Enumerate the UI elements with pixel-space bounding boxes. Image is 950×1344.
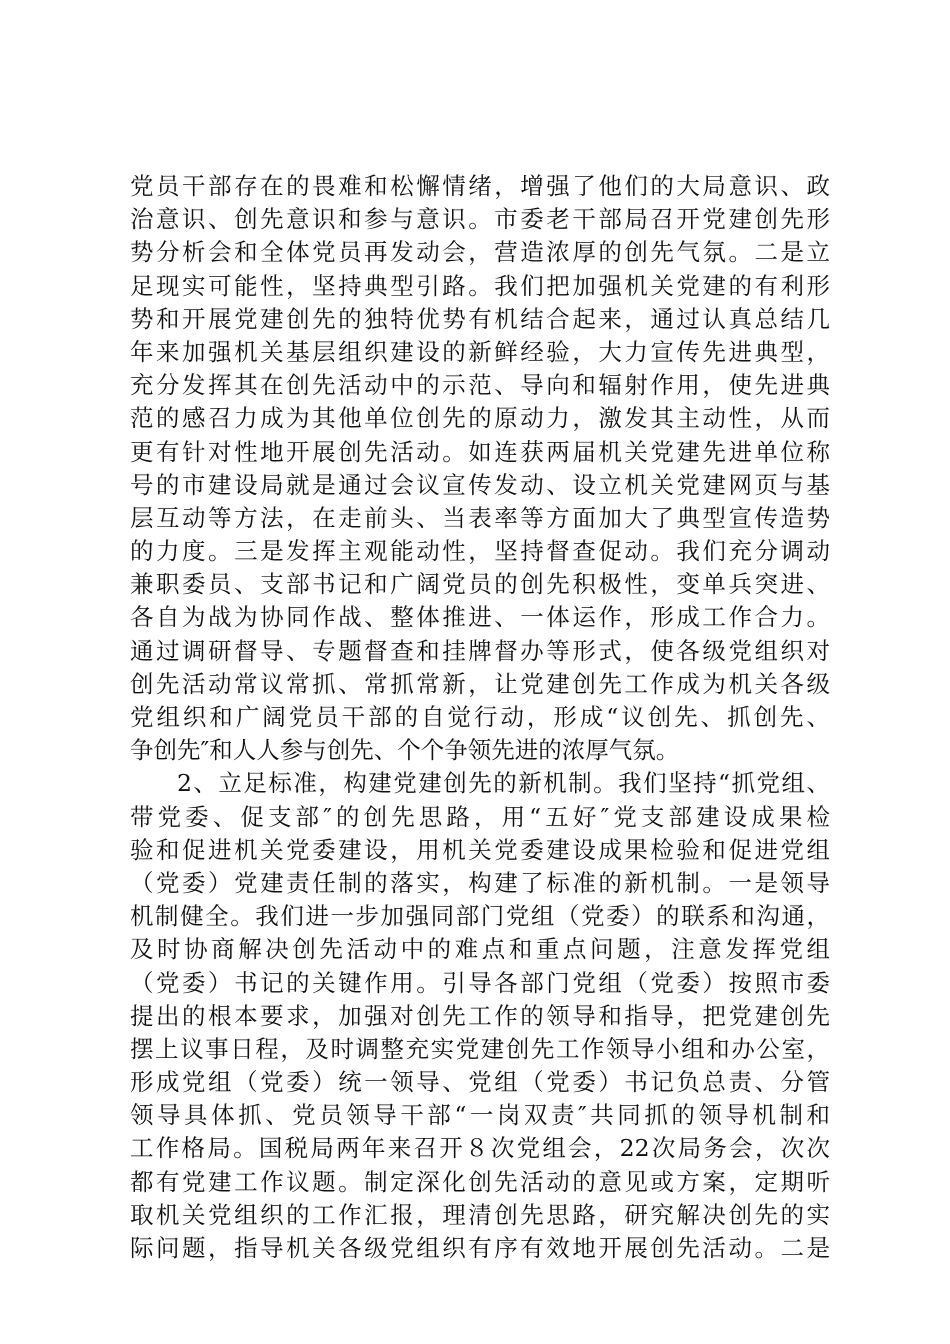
text-line: 足现实可能性，坚持典型引路。我们把加强机关党建的有利形 xyxy=(130,271,830,300)
text-line: 更有针对性地开展创先活动。如连获两届机关党建先进单位称 xyxy=(130,437,830,466)
text-line: 党组织和广阔党员干部的自觉行动，形成“议创先、抓创先、 xyxy=(130,703,830,731)
text-line: 各自为战为协同作战、整体推进、一体运作，形成工作合力。 xyxy=(130,603,830,632)
text-line: 提出的根本要求，加强对创先工作的领导和指导，把党建创先 xyxy=(130,1001,830,1030)
text-line: （党委）书记的关键作用。引导各部门党组（党委）按照市委 xyxy=(130,968,830,997)
text-line: 范的感召力成为其他单位创先的原动力，激发其主动性，从而 xyxy=(130,404,830,433)
text-line: 充分发挥其在创先活动中的示范、导向和辐射作用，使先进典 xyxy=(130,371,830,400)
text-line: 层互动等方法，在走前头、当表率等方面加大了典型宣传造势 xyxy=(130,503,830,532)
text-line: 取机关党组织的工作汇报，理清创先思路，研究解决创先的实 xyxy=(130,1200,830,1229)
text-line: 机制健全。我们进一步加强同部门党组（党委）的联系和沟通， xyxy=(130,902,830,931)
document-body xyxy=(130,170,830,1265)
text-line: 通过调研督导、专题督查和挂牌督办等形式，使各级党组织对 xyxy=(130,636,830,665)
text-line: 2、立足标准，构建党建创先的新机制。我们坚持“抓党组、 xyxy=(177,769,830,798)
text-line: 的力度。三是发挥主观能动性，坚持督查促动。我们充分调动 xyxy=(130,537,830,566)
text-line: 兼职委员、支部书记和广阔党员的创先积极性，变单兵突进、 xyxy=(130,570,830,599)
text-line: 势和开展党建创先的独特优势有机结合起来，通过认真总结几 xyxy=(130,304,830,333)
text-line: 际问题，指导机关各级党组织有序有效地开展创先活动。二是 xyxy=(130,1234,830,1262)
text-line: 年来加强机关基层组织建设的新鲜经验，大力宣传先进典型， xyxy=(130,337,830,366)
text-line: 都有党建工作议题。制定深化创先活动的意见或方案，定期听 xyxy=(130,1167,830,1196)
text-line: 争创先″和人人参与创先、个个争领先进的浓厚气氛。 xyxy=(130,736,680,765)
text-line: 形成党组（党委）统一领导、党组（党委）书记负总责、分管 xyxy=(130,1068,830,1097)
text-line: 创先活动常议常抓、常抓常新，让党建创先工作成为机关各级 xyxy=(130,669,830,698)
text-line: 摆上议事日程，及时调整充实党建创先工作领导小组和办公室， xyxy=(130,1034,830,1063)
text-line: 带党委、促支部″的创先思路，用“五好″党支部建设成果检 xyxy=(130,802,830,831)
paragraph-2 xyxy=(130,767,830,1265)
paragraph-1 xyxy=(130,170,830,767)
text-line: 势分析会和全体党员再发动会，营造浓厚的创先气氛。二是立 xyxy=(130,238,830,267)
text-line: 号的市建设局就是通过会议宣传发动、设立机关党建网页与基 xyxy=(130,470,830,499)
text-line: 党员干部存在的畏难和松懈情绪，增强了他们的大局意识、政 xyxy=(130,172,830,200)
text-line: 领导具体抓、党员领导干部“一岗双责″共同抓的领导机制和 xyxy=(130,1101,830,1130)
text-line: 治意识、创先意识和参与意识。市委老干部局召开党建创先形 xyxy=(130,205,830,234)
text-line: 工作格局。国税局两年来召开８次党组会，22次局务会，次次 xyxy=(130,1134,830,1163)
text-line: 验和促进机关党委建设，用机关党委建设成果检验和促进党组 xyxy=(130,835,830,864)
text-line: 及时协商解决创先活动中的难点和重点问题，注意发挥党组 xyxy=(130,935,830,964)
text-line: （党委）党建责任制的落实，构建了标准的新机制。一是领导 xyxy=(130,868,830,897)
